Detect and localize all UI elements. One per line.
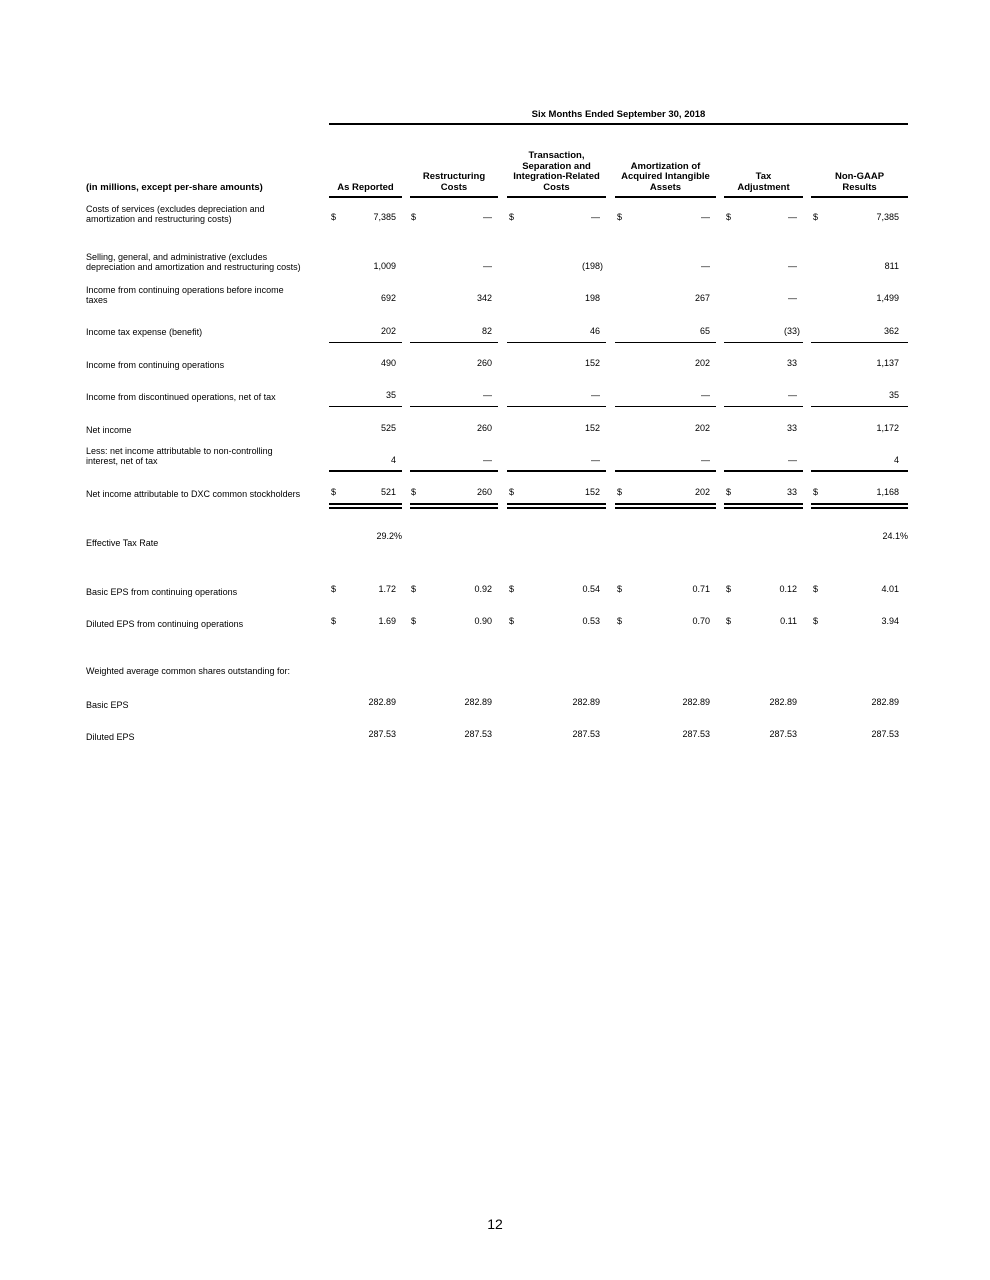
row-label <box>86 587 326 597</box>
dollar-sign: $ <box>617 212 623 222</box>
dollar-sign: $ <box>813 487 819 497</box>
cell-non-gaap: 3.94 <box>881 616 899 626</box>
cell-transaction: 0.54 <box>582 584 600 594</box>
dollar-sign: $ <box>813 212 819 222</box>
cell-as-reported: 282.89 <box>368 697 396 707</box>
cell-transaction: (198) <box>581 261 603 271</box>
cell-as-reported: 1,009 <box>373 261 396 271</box>
column-header-line: Costs <box>440 181 468 193</box>
cell-as-reported: 202 <box>380 326 396 336</box>
column-header-line: Integration-Related <box>513 171 600 182</box>
cell-tax-adjustment: — <box>788 261 797 271</box>
total-rule <box>724 406 803 407</box>
total-rule <box>507 406 606 407</box>
dollar-sign: $ <box>411 584 417 594</box>
dollar-sign: $ <box>509 616 515 626</box>
total-rule <box>507 342 606 343</box>
cell-restructuring: 342 <box>476 293 492 303</box>
row-label <box>86 425 326 435</box>
period-header: Six Months Ended September 30, 2018 <box>531 109 706 120</box>
cell-tax-adjustment: 0.12 <box>779 584 797 594</box>
cell-transaction: 287.53 <box>572 729 600 739</box>
row-label-line: depreciation and amortization and restructuring costs) <box>86 262 301 272</box>
dollar-sign: $ <box>617 584 623 594</box>
cell-non-gaap: 4 <box>893 455 899 465</box>
column-header-line: Non-GAAP <box>834 171 885 182</box>
cell-restructuring: 287.53 <box>464 729 492 739</box>
cell-tax-adjustment: — <box>788 212 797 222</box>
total-rule <box>615 406 716 407</box>
total-rule <box>615 470 716 472</box>
column-header-amortization <box>615 162 716 194</box>
row-label <box>86 666 326 676</box>
row-label <box>86 619 326 629</box>
dollar-sign: $ <box>331 616 337 626</box>
cell-amortization: 202 <box>694 487 710 497</box>
column-header-line: Adjustment <box>737 181 790 193</box>
cell-amortization: — <box>701 455 710 465</box>
column-header-line: Transaction, <box>528 150 585 161</box>
total-rule <box>615 342 716 343</box>
cell-amortization: — <box>701 261 710 271</box>
dollar-sign: $ <box>617 616 623 626</box>
cell-tax-adjustment: — <box>788 293 797 303</box>
row-label <box>86 204 326 224</box>
cell-amortization: 202 <box>694 423 710 433</box>
row-label <box>86 489 326 499</box>
cell-restructuring: — <box>483 212 492 222</box>
column-header-line: Assets <box>649 181 682 193</box>
column-header-transaction <box>507 151 606 193</box>
column-header-line: Separation and <box>522 160 591 172</box>
cell-restructuring: 0.90 <box>474 616 492 626</box>
row-label <box>86 392 326 402</box>
dollar-sign: $ <box>509 584 515 594</box>
total-rule <box>410 470 498 472</box>
dollar-sign: $ <box>411 487 417 497</box>
dollar-sign: $ <box>813 616 819 626</box>
label-column-header: (in millions, except per-share amounts) <box>86 182 263 193</box>
column-header-rule <box>724 196 803 198</box>
cell-as-reported: 7,385 <box>373 212 396 222</box>
total-rule <box>507 470 606 472</box>
row-label-line: Effective Tax Rate <box>86 538 159 548</box>
cell-non-gaap: 362 <box>883 326 899 336</box>
column-header-tax-adjustment <box>724 172 803 193</box>
cell-restructuring: — <box>483 455 492 465</box>
total-rule <box>329 470 402 472</box>
row-label-line: Weighted average common shares outstanding for: <box>86 666 290 676</box>
column-header-line: Costs <box>543 181 570 193</box>
cell-transaction: 152 <box>584 487 600 497</box>
row-label-line: amortization and restructuring costs) <box>86 214 232 224</box>
cell-transaction: 282.89 <box>572 697 600 707</box>
cell-as-reported: 4 <box>390 455 396 465</box>
dollar-sign: $ <box>813 584 819 594</box>
cell-non-gaap: 1,137 <box>876 358 899 368</box>
cell-as-reported: 29.2% <box>376 531 402 541</box>
cell-amortization: 287.53 <box>682 729 710 739</box>
cell-tax-adjustment: (33) <box>783 326 800 336</box>
cell-restructuring: 260 <box>476 423 492 433</box>
cell-transaction: 0.53 <box>582 616 600 626</box>
column-header-restructuring <box>410 172 498 193</box>
page-number: 12 <box>487 1216 503 1232</box>
cell-transaction: — <box>591 455 600 465</box>
dollar-sign: $ <box>726 584 732 594</box>
row-label-line: Income from continuing operations <box>86 360 225 370</box>
cell-tax-adjustment: 33 <box>786 358 797 368</box>
total-rule <box>615 503 716 505</box>
row-label <box>86 252 326 272</box>
dollar-sign: $ <box>331 487 337 497</box>
dollar-sign: $ <box>726 487 732 497</box>
row-label <box>86 700 326 710</box>
cell-restructuring: 282.89 <box>464 697 492 707</box>
cell-non-gaap: 1,499 <box>876 293 899 303</box>
column-header-line: Results <box>842 181 877 193</box>
row-label-line: Diluted EPS <box>86 732 135 742</box>
column-header-rule <box>811 196 908 198</box>
cell-restructuring: 260 <box>476 358 492 368</box>
row-label <box>86 732 326 742</box>
row-label-line: Basic EPS from continuing operations <box>86 587 238 597</box>
cell-transaction: 198 <box>584 293 600 303</box>
column-header-line: Restructuring <box>422 171 486 182</box>
cell-tax-adjustment: 0.11 <box>780 616 797 626</box>
row-label-line: Income from continuing operations before income <box>86 285 284 295</box>
row-label-line: Basic EPS <box>86 700 129 710</box>
total-rule <box>811 470 908 472</box>
cell-transaction: 152 <box>584 358 600 368</box>
row-label-line: Diluted EPS from continuing operations <box>86 619 244 629</box>
cell-as-reported: 490 <box>380 358 396 368</box>
column-header-rule <box>410 196 498 198</box>
total-rule <box>724 342 803 343</box>
total-rule <box>410 406 498 407</box>
dollar-sign: $ <box>726 212 732 222</box>
column-header-line: Amortization of <box>630 160 701 172</box>
total-rule <box>410 342 498 343</box>
cell-non-gaap: 24.1% <box>882 531 908 541</box>
dollar-sign: $ <box>331 584 337 594</box>
cell-restructuring: 260 <box>476 487 492 497</box>
column-header-non-gaap <box>811 172 908 193</box>
cell-as-reported: 692 <box>380 293 396 303</box>
cell-tax-adjustment: 33 <box>786 487 797 497</box>
cell-non-gaap: 7,385 <box>876 212 899 222</box>
cell-non-gaap: 1,168 <box>876 487 899 497</box>
cell-as-reported: 521 <box>380 487 396 497</box>
total-rule <box>811 342 908 343</box>
column-header-rule <box>615 196 716 198</box>
total-rule <box>811 503 908 505</box>
column-header-as-reported <box>329 183 402 194</box>
cell-as-reported: 1.69 <box>378 616 396 626</box>
cell-restructuring: — <box>483 390 492 400</box>
total-rule <box>410 503 498 505</box>
row-label <box>86 446 326 466</box>
cell-as-reported: 1.72 <box>378 584 396 594</box>
cell-transaction: — <box>591 212 600 222</box>
total-rule <box>724 470 803 472</box>
column-header-line: Acquired Intangible <box>621 171 710 182</box>
dollar-sign: $ <box>509 487 515 497</box>
cell-amortization: — <box>701 390 710 400</box>
cell-tax-adjustment: — <box>788 390 797 400</box>
dollar-sign: $ <box>726 616 732 626</box>
total-rule <box>329 342 402 343</box>
cell-non-gaap: 35 <box>888 390 899 400</box>
row-label-line: Less: net income attributable to non-controlling <box>86 446 273 456</box>
row-label-line: interest, net of tax <box>86 456 158 466</box>
row-label-line: taxes <box>86 295 108 305</box>
dollar-sign: $ <box>509 212 515 222</box>
cell-non-gaap: 1,172 <box>876 423 899 433</box>
cell-amortization: 0.71 <box>692 584 710 594</box>
period-header-rule <box>329 123 908 125</box>
column-header-rule <box>329 196 402 198</box>
cell-tax-adjustment: 282.89 <box>769 697 797 707</box>
cell-transaction: 46 <box>589 326 600 336</box>
row-label-line: Costs of services (excludes depreciation and <box>86 204 265 214</box>
total-rule <box>811 406 908 407</box>
row-label <box>86 360 326 370</box>
cell-amortization: 65 <box>699 326 710 336</box>
row-label <box>86 327 326 337</box>
cell-tax-adjustment: 287.53 <box>769 729 797 739</box>
cell-transaction: 152 <box>584 423 600 433</box>
column-header-line: As Reported <box>337 181 394 193</box>
cell-non-gaap: 811 <box>884 261 899 271</box>
dollar-sign: $ <box>617 487 623 497</box>
cell-amortization: 0.70 <box>692 616 710 626</box>
cell-amortization: — <box>701 212 710 222</box>
cell-restructuring: — <box>483 261 492 271</box>
cell-as-reported: 287.53 <box>368 729 396 739</box>
cell-tax-adjustment: 33 <box>786 423 797 433</box>
cell-restructuring: 82 <box>481 326 492 336</box>
total-rule <box>329 503 402 505</box>
total-rule <box>724 503 803 505</box>
dollar-sign: $ <box>411 616 417 626</box>
cell-tax-adjustment: — <box>788 455 797 465</box>
dollar-sign: $ <box>411 212 417 222</box>
total-rule <box>507 503 606 505</box>
column-header-line: Tax <box>755 171 772 182</box>
cell-non-gaap: 282.89 <box>871 697 899 707</box>
cell-transaction: — <box>591 390 600 400</box>
cell-restructuring: 0.92 <box>474 584 492 594</box>
cell-non-gaap: 287.53 <box>871 729 899 739</box>
cell-amortization: 282.89 <box>682 697 710 707</box>
cell-as-reported: 525 <box>380 423 396 433</box>
dollar-sign: $ <box>331 212 337 222</box>
cell-non-gaap: 4.01 <box>881 584 899 594</box>
cell-amortization: 267 <box>694 293 710 303</box>
cell-as-reported: 35 <box>385 390 396 400</box>
row-label-line: Net income <box>86 425 132 435</box>
row-label-line: Selling, general, and administrative (excludes <box>86 252 268 262</box>
row-label-line: Net income attributable to DXC common stockholders <box>86 489 301 499</box>
column-header-rule <box>507 196 606 198</box>
row-label <box>86 285 326 305</box>
row-label-line: Income tax expense (benefit) <box>86 327 203 337</box>
cell-amortization: 202 <box>694 358 710 368</box>
total-rule <box>329 406 402 407</box>
row-label-line: Income from discontinued operations, net of tax <box>86 392 276 402</box>
row-label <box>86 538 326 548</box>
